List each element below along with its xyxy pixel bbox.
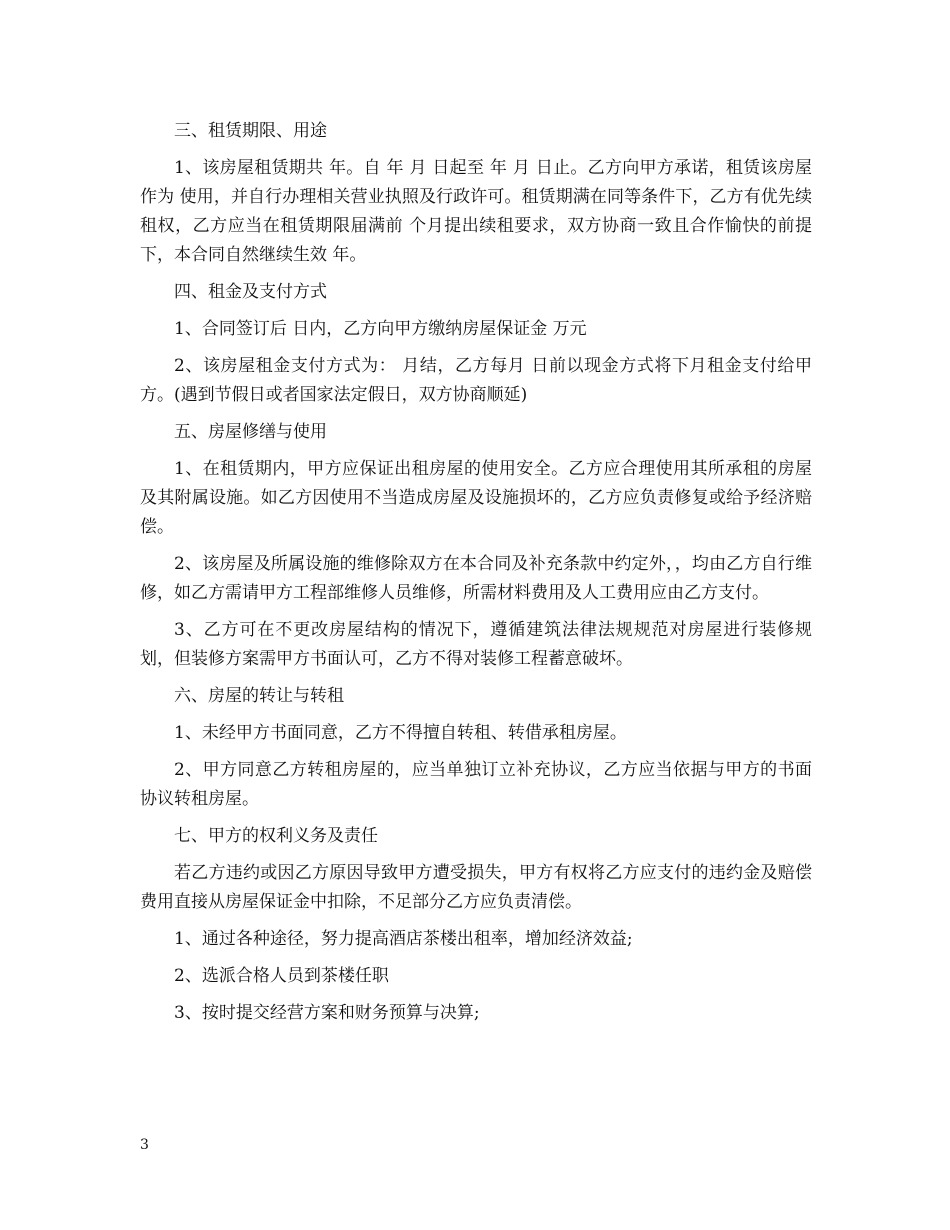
section-heading-rent-payment: 四、租金及支付方式 (174, 282, 327, 302)
section-heading-party-a-rights: 七、甲方的权利义务及责任 (174, 826, 378, 846)
document-body (140, 117, 812, 1036)
section-heading-repair-use: 五、房屋修缮与使用 (174, 422, 327, 442)
paragraph: 3、按时提交经营方案和财务预算与决算; (174, 1003, 480, 1023)
paragraph: 2、该房屋及所属设施的维修除双方在本合同及补充条款中约定外，，均由乙方自行维修，如乙方需请甲方工程部维修人员维修，所需材料费用及人工费用应由乙方支付。 (140, 554, 812, 603)
paragraph: 3、乙方可在不更改房屋结构的情况下，遵循建筑法律法规规范对房屋进行装修规划，但装修方案需甲方书面认可，乙方不得对装修工程蓄意破坏。 (140, 620, 812, 669)
paragraph: 1、合同签订后 日内，乙方向甲方缴纳房屋保证金 万元 (174, 319, 587, 339)
paragraph: 1、未经甲方书面同意，乙方不得擅自转租、转借承租房屋。 (174, 723, 627, 743)
paragraph: 1、该房屋租赁期共 年。自 年 月 日起至 年 月 日止。乙方向甲方承诺，租赁该房屋作为 使用，并自行办理相关营业执照及行政许可。租赁期满在同等条件下，乙方有优先续租权，乙方应当在租赁期限届满前 个月提出续租要求，双方协商一致且合作愉快的前提下，本合同自然继续生效 年。 (140, 158, 812, 265)
page-number: 3 (140, 1137, 149, 1153)
paragraph: 2、选派合格人员到茶楼任职 (174, 966, 389, 986)
section-heading-transfer-sublease: 六、房屋的转让与转租 (174, 686, 344, 706)
paragraph: 2、甲方同意乙方转租房屋的，应当单独订立补充协议，乙方应当依据与甲方的书面协议转租房屋。 (140, 760, 812, 809)
paragraph: 2、该房屋租金支付方式为： 月结，乙方每月 日前以现金方式将下月租金支付给甲方。(遇到节假日或者国家法定假日，双方协商顺延) (140, 356, 812, 405)
paragraph: 若乙方违约或因乙方原因导致甲方遭受损失，甲方有权将乙方应支付的违约金及赔偿费用直接从房屋保证金中扣除，不足部分乙方应负责清偿。 (140, 863, 812, 912)
paragraph: 1、在租赁期内，甲方应保证出租房屋的使用安全。乙方应合理使用其所承租的房屋及其附属设施。如乙方因使用不当造成房屋及设施损坏的，乙方应负责修复或给予经济赔偿。 (140, 459, 812, 537)
section-heading-lease-term: 三、租赁期限、用途 (174, 121, 327, 141)
paragraph: 1、通过各种途径，努力提高酒店茶楼出租率，增加经济效益; (174, 929, 633, 949)
